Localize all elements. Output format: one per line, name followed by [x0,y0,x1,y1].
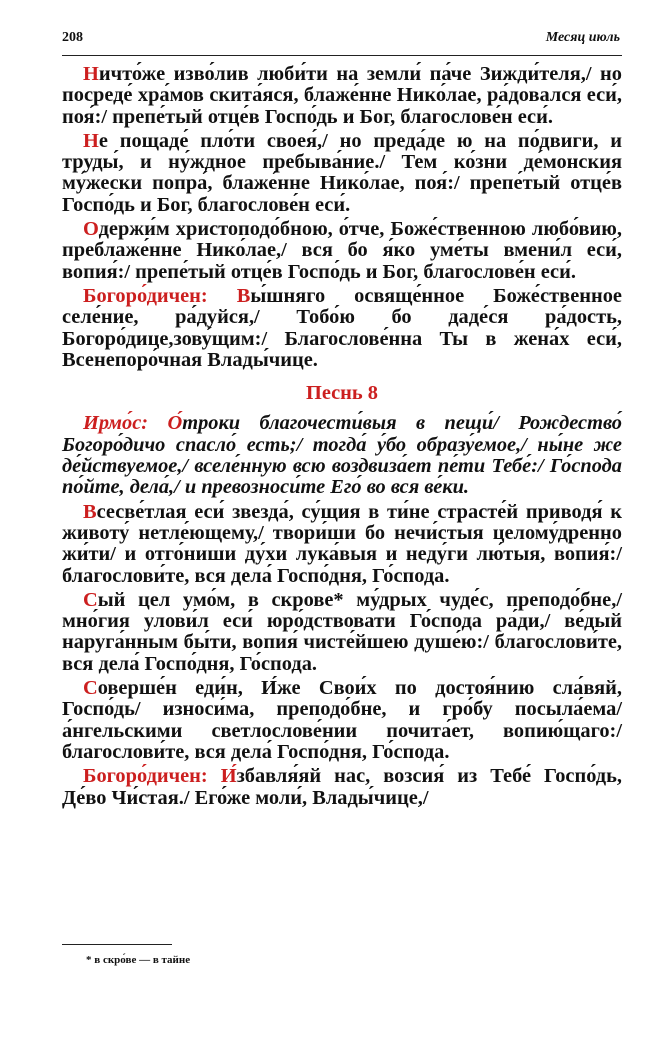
drop-initial: О́ [167,412,183,435]
drop-initial: В [236,284,251,307]
theotokion-text: ы́шняго освяще́нное Боже́ственное селе́ние, ра́дуйся,/ Тобо́ю бо даде́ся ра́дость, Богоро́дице,зову́щим:/ Благослове́нна Ты в жена́х еси́, Всенепоро́чная Влады́чице. [62,284,622,371]
drop-initial: Н [83,129,99,152]
footnote-rule [62,944,172,945]
rubric-label: Ирмо́с: [83,412,149,435]
troparion-text: оверше́н еди́н, И́же Свои́х по достоя́нию сла́вяй, Госпо́дь/ износи́ма, преподо́бне, и гро́бу посыла́ема/ а́нгельскими светлослове́нии почита́ет, вопию́щаго:/ благослови́те, вся дела́ Госпо́дня, Го́спода. [62,677,622,763]
drop-initial: В [83,500,97,523]
footnote: * в скро́ве — в тайне [86,954,191,966]
troparion-text: сесве́тлая еси́ звезда́, су́щия в ти́не страсте́й приводя́ к животу́ нетле́ющему,/ твори́ши бо нечи́стыя целому́дренно жи́ти/ и отго́ниши ду́хи лука́выя и неду́ги лю́тыя, вопия́:/ благослови́те, вся дела́ Госпо́дня, Го́спода. [62,500,622,587]
troparion-text: ый цел умо́м, в скрове* му́дрых чуде́с, преподо́бне,/ мно́гия улови́л еси́ юро́дствовати Го́спода ра́ди,/ ве́дый наруга́нным бы́ти, вопия́ чисте́йшею душе́ю:/ благослови́те, вся дела́ Госпо́дня, Го́спода. [62,588,622,675]
troparion-text: ичто́же изво́лив люби́ти на земли́ па́че Зижди́теля,/ но посреде́ хра́мов скита́яся, блаже́нне Нико́лае, ра́довался еси́, поя́:/ препе́тый отце́в Госпо́дь и Бог, благослове́н еси́. [62,63,622,128]
rubric-label: Богоро́дичен: [83,765,208,788]
rubric-label: Богоро́дичен: [83,284,208,307]
troparion [62,590,622,675]
troparion-text: е пощаде́ пло́ти своея́,/ но преда́де ю на по́двиги, и труды́, и ну́ждное пребыва́ние./ Тем ко́зни де́монския му́жески попра́, блаже́нне Нико́лае, поя́:/ препе́тый отце́в Госпо́дь и Бог, благослове́н еси́. [62,129,622,216]
drop-initial: С [83,588,98,611]
drop-initial: О [83,218,99,241]
running-title: Месяц июль [545,30,620,45]
troparion-text: держи́м христоподо́бною, о́тче, Боже́ственною любо́вию, преблаже́нне Нико́лае,/ вся бо я́ко уме́ты вмени́л еси́, вопия́:/ препе́тый отце́в Госпо́дь и Бог, благослове́н еси́. [62,218,622,283]
header-rule [62,55,622,56]
drop-initial: Н [83,63,99,85]
drop-initial: С [83,677,98,700]
page-number: 208 [62,30,83,45]
ode-heading: Песнь 8 [305,382,379,405]
irmos [62,413,622,498]
troparion [62,64,622,128]
theotokion [62,286,622,371]
theotokion [62,766,622,809]
troparion [62,678,622,763]
troparion [62,131,622,216]
troparion [62,502,622,587]
page-header [62,30,620,46]
page-body [62,64,622,812]
theotokion-text: збавля́яй нас, возсия́ из Тебе́ Госпо́дь, Де́во Чи́стая./ Его́же моли́, Влады́чице,/ [62,765,622,809]
troparion [62,219,622,283]
irmos-text: троки благочести́выя в пещи́/ Рождество́ Богоро́дичо спасло́ есть;/ тогда́ у́бо образу́емое,/ ны́не же де́йствуемое,/ вселе́нную всю воздвиза́ет пе́ти Тебе́:/ Го́спода по́йте, дела́,/ и превозноси́те Его́ во вся ве́ки. [62,412,622,499]
drop-initial: И́ [220,765,237,788]
